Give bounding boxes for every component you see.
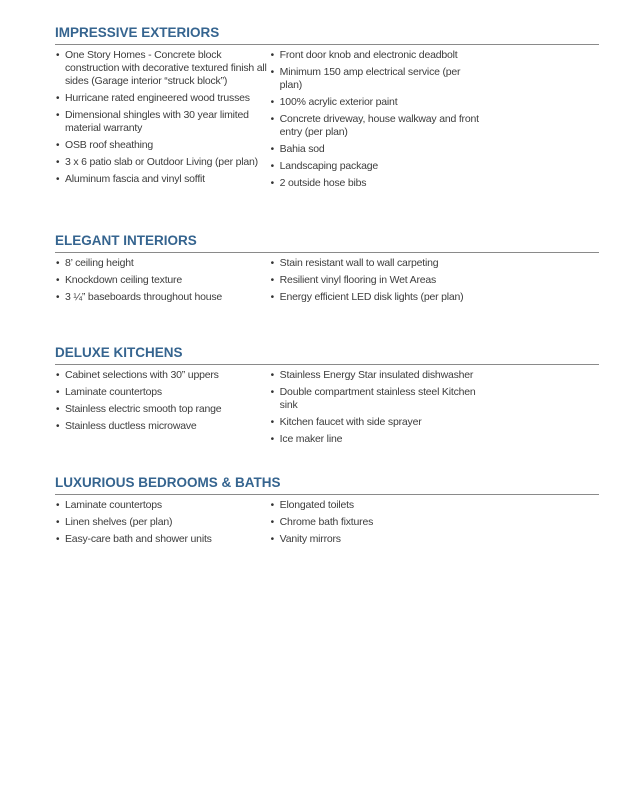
bullet-icon: •: [56, 258, 60, 269]
feature-item: • Elongated toilets: [270, 499, 354, 511]
feature-list-left: [55, 49, 270, 194]
bullet-icon: •: [56, 421, 60, 432]
feature-item: • Laminate countertops: [56, 386, 162, 398]
feature-list-right: [270, 369, 482, 450]
feature-item: • 100% acrylic exterior paint: [270, 96, 398, 108]
feature-item: • Landscaping package: [270, 160, 379, 172]
bullet-icon: •: [270, 370, 274, 381]
bullet-icon: •: [56, 292, 60, 303]
feature-item: • Easy-care bath and shower units: [56, 533, 212, 545]
feature-item: • Minimum 150 amp electrical service (per plan): [270, 66, 461, 91]
feature-list-right: [270, 49, 482, 194]
feature-list-right: [270, 499, 482, 550]
feature-list-left: [55, 257, 270, 308]
bullet-icon: •: [270, 67, 274, 78]
bullet-icon: •: [270, 178, 274, 189]
bullet-icon: •: [56, 110, 60, 121]
section-deluxe-kitchens: [55, 345, 482, 450]
section-luxurious-bedrooms-baths: [55, 475, 482, 550]
bullet-icon: •: [56, 370, 60, 381]
bullet-icon: •: [270, 258, 274, 269]
bullet-icon: •: [270, 534, 274, 545]
bullet-icon: •: [270, 387, 274, 398]
bullet-icon: •: [56, 157, 60, 168]
bullet-icon: •: [56, 93, 60, 104]
feature-item: • Resilient vinyl flooring in Wet Areas: [270, 274, 437, 286]
bullet-icon: •: [270, 97, 274, 108]
section-heading: IMPRESSIVE EXTERIORS: [55, 25, 220, 40]
feature-item: • 3 x 6 patio slab or Outdoor Living (per plan): [56, 156, 258, 168]
bullet-icon: •: [270, 114, 274, 125]
feature-item: • Kitchen faucet with side sprayer: [270, 416, 422, 428]
section-heading: DELUXE KITCHENS: [55, 345, 183, 360]
section-heading: LUXURIOUS BEDROOMS & BATHS: [55, 475, 281, 490]
bullet-icon: •: [270, 275, 274, 286]
section-impressive-exteriors: [55, 25, 482, 194]
feature-item: • Stainless electric smooth top range: [56, 403, 222, 415]
bullet-icon: •: [270, 500, 274, 511]
feature-list-left: [55, 369, 270, 450]
bullet-icon: •: [56, 50, 60, 61]
feature-item: • Energy efficient LED disk lights (per plan): [270, 291, 464, 303]
feature-item: • OSB roof sheathing: [56, 139, 154, 151]
section-divider: [55, 44, 599, 45]
feature-item: • Stainless ductless microwave: [56, 420, 197, 432]
bullet-icon: •: [56, 275, 60, 286]
feature-item: • Linen shelves (per plan): [56, 516, 173, 528]
bullet-icon: •: [56, 174, 60, 185]
feature-list-left: [55, 499, 270, 550]
feature-item: • Ice maker line: [270, 433, 343, 445]
bullet-icon: •: [56, 404, 60, 415]
bullet-icon: •: [270, 144, 274, 155]
bullet-icon: •: [270, 292, 274, 303]
section-divider: [55, 364, 599, 365]
bullet-icon: •: [270, 434, 274, 445]
feature-item: • Front door knob and electronic deadbolt: [270, 49, 458, 61]
feature-item: • Vanity mirrors: [270, 533, 341, 545]
feature-item: • 2 outside hose bibs: [270, 177, 367, 189]
bullet-icon: •: [270, 417, 274, 428]
feature-item: • Cabinet selections with 30” uppers: [56, 369, 219, 381]
section-divider: [55, 494, 599, 495]
bullet-icon: •: [56, 500, 60, 511]
bullet-icon: •: [56, 534, 60, 545]
feature-item: • Chrome bath fixtures: [270, 516, 374, 528]
feature-item: • Stainless Energy Star insulated dishwasher: [270, 369, 474, 381]
feature-item: • Knockdown ceiling texture: [56, 274, 182, 286]
bullet-icon: •: [270, 517, 274, 528]
feature-item: • Laminate countertops: [56, 499, 162, 511]
bullet-icon: •: [270, 50, 274, 61]
feature-item: • Aluminum fascia and vinyl soffit: [56, 173, 205, 185]
feature-item: • Double compartment stainless steel Kitchen sink: [270, 386, 476, 411]
feature-item: • Hurricane rated engineered wood trusses: [56, 92, 250, 104]
feature-item: • One Story Homes - Concrete block construction with decorative textured finish all sides (Garage interior “struck block”): [56, 49, 267, 87]
bullet-icon: •: [56, 140, 60, 151]
section-heading: ELEGANT INTERIORS: [55, 233, 197, 248]
feature-item: • Concrete driveway, house walkway and front entry (per plan): [270, 113, 479, 138]
feature-item: • Dimensional shingles with 30 year limited material warranty: [56, 109, 249, 134]
feature-list-right: [270, 257, 482, 308]
bullet-icon: •: [56, 517, 60, 528]
feature-item: • Bahia sod: [270, 143, 325, 155]
bullet-icon: •: [56, 387, 60, 398]
section-divider: [55, 252, 599, 253]
feature-item: • Stain resistant wall to wall carpeting: [270, 257, 439, 269]
section-elegant-interiors: [55, 233, 482, 308]
feature-item: • 3 ¼” baseboards throughout house: [56, 291, 223, 303]
feature-item: • 8’ ceiling height: [56, 257, 134, 269]
bullet-icon: •: [270, 161, 274, 172]
